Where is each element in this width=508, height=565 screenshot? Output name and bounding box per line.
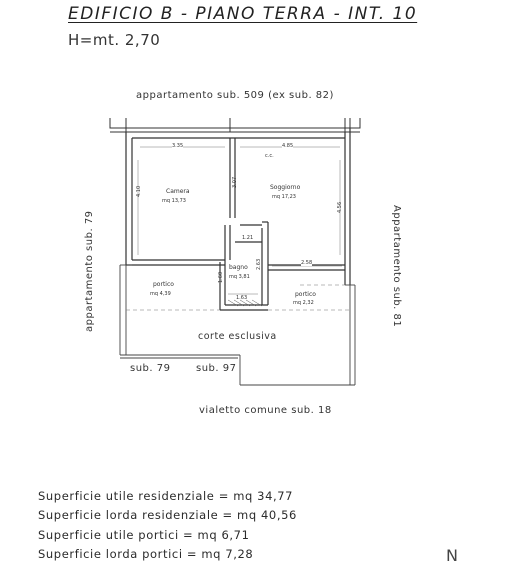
dim-wall: 3.07	[232, 176, 238, 188]
room-portico-right-area: mq 2,32	[293, 300, 314, 306]
label-sub-97: sub. 97	[196, 363, 237, 374]
ceiling-height: H=mt. 2,70	[68, 31, 161, 49]
dim-soggiorno-width: 4.85	[282, 143, 294, 149]
room-soggiorno-name: Soggiorno	[270, 184, 301, 191]
room-bagno-name: bagno	[229, 264, 248, 271]
dim-portico-right-width: 2.58	[301, 260, 313, 266]
label-north-neighbor: appartamento sub. 509 (ex sub. 82)	[136, 90, 334, 101]
dim-camera-width: 3.35	[172, 143, 184, 149]
label-west-neighbor: appartamento sub. 79	[84, 210, 95, 332]
north-arrow-label: N	[446, 546, 458, 565]
room-camera-name: Camera	[166, 188, 190, 195]
room-portico-left-name: portico	[153, 281, 174, 288]
label-corte-esclusiva: corte esclusiva	[198, 331, 277, 342]
dim-camera-height: 4.10	[136, 185, 142, 197]
room-portico-left-area: mq 4,39	[150, 291, 171, 297]
summary-line-2: Superficie lorda residenziale = mq 40,56	[38, 508, 297, 522]
dim-bagno-height: 2.63	[256, 258, 262, 270]
dim-soggiorno-height: 4.56	[337, 201, 343, 213]
summary-line-4: Superficie lorda portici = mq 7,28	[38, 547, 254, 561]
room-soggiorno-area: mq 17,23	[272, 194, 296, 200]
label-sub-79: sub. 79	[130, 363, 171, 374]
surrounding-walls	[110, 118, 360, 132]
dim-hall: 1.21	[242, 235, 254, 241]
summary-line-3: Superficie utile portici = mq 6,71	[38, 528, 250, 542]
dimension-lines	[138, 147, 342, 294]
room-portico-right-name: portico	[295, 291, 316, 298]
room-camera-area: mq 13,73	[162, 198, 186, 204]
room-bagno-area: mq 3,81	[229, 274, 250, 280]
label-east-neighbor: Appartamento sub. 81	[391, 205, 402, 328]
label-kitchen-mark: c.c.	[265, 153, 274, 159]
label-path: vialetto comune sub. 18	[199, 405, 332, 416]
summary-line-1: Superficie utile residenziale = mq 34,77	[38, 489, 294, 503]
plan-title: EDIFICIO B - PIANO TERRA - INT. 10	[68, 4, 418, 24]
dim-bagno-width: 1.63	[236, 295, 248, 301]
dim-bagno-side: 1.60	[218, 271, 224, 283]
